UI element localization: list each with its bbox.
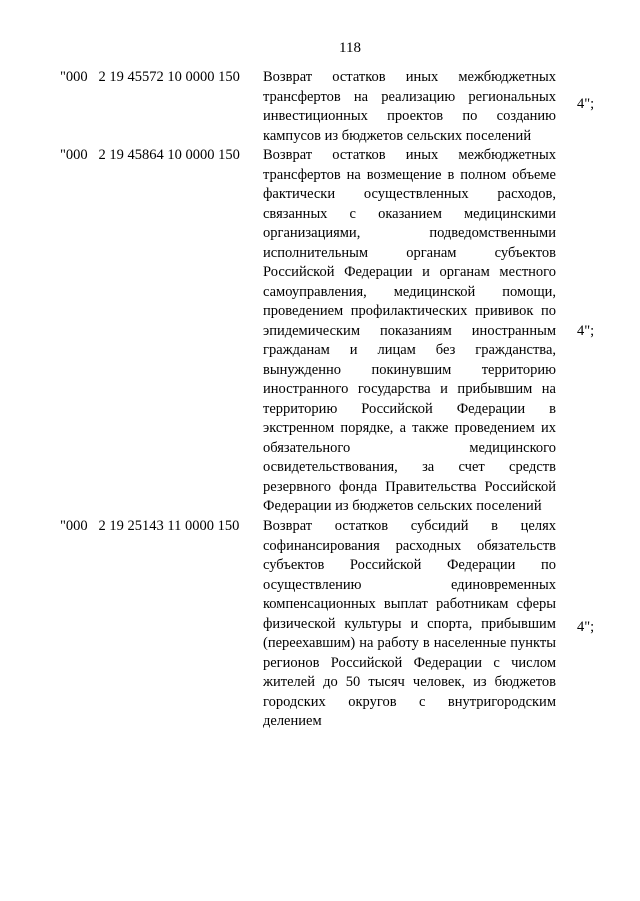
budget-entry — [60, 517, 620, 757]
budget-entry — [60, 68, 620, 148]
budget-code: "000 2 19 45572 10 0000 150 — [60, 69, 240, 85]
page-number: 118 — [339, 40, 361, 56]
budget-amount: 4"; — [577, 96, 595, 112]
budget-description: Возврат остатков иных межбюджетных трансфертов на реализацию региональных инвестиционных проектов по созданию кампусов из бюджетов сельских поселений — [263, 69, 556, 144]
budget-amount: 4"; — [577, 323, 595, 339]
budget-code: "000 2 19 25143 11 0000 150 — [60, 518, 240, 534]
budget-entry — [60, 146, 620, 521]
budget-description: Возврат остатков иных межбюджетных трансфертов на возмещение в полном объеме фактически осуществленных расходов, связанных с оказанием медицинскими организациями, подведомственными исполнительным органам субъектов Российской Федерации и органам местного самоуправления, медицинской помощи, проведением профилактических прививок по эпидемическим показаниям иностранным гражданам и лицам без гражданства, вынужденно покинувшим территорию иностранного государства и прибывшим на территорию Российской Федерации в экстренном порядке, а также проведением их обязательного медицинского освидетельствования, за счет средств резервного фонда Правительства Российской Федерации из бюджетов сельских поселений — [263, 147, 556, 514]
budget-description: Возврат остатков субсидий в целях софинансирования расходных обязательств субъектов Российской Федерации по осуществлению единовременных компенсационных выплат работникам сферы физической культуры и спорта, прибывшим (переехавшим) на работу в населенные пункты регионов Российской Федерации с числом жителей до 50 тысяч человек, из бюджетов городских округов с внутригородским делением — [263, 518, 556, 729]
budget-code: "000 2 19 45864 10 0000 150 — [60, 147, 240, 163]
budget-amount: 4"; — [577, 619, 595, 635]
